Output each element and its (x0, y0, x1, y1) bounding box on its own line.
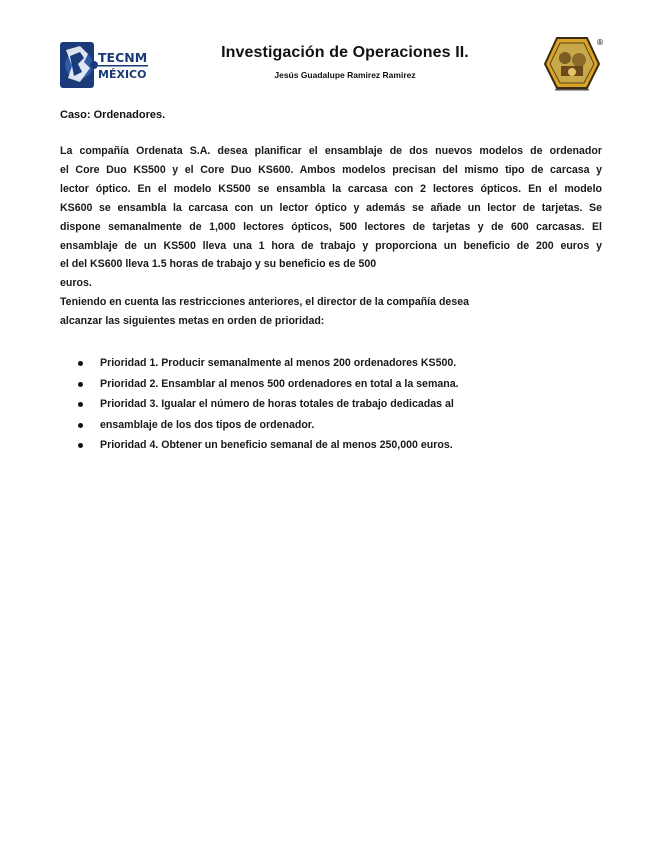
institution-seal (541, 36, 603, 92)
paragraph-line: La compañía Ordenata S.A. desea planificar el ensamblaje de dos nuevos modelos de ordenador (60, 145, 602, 157)
logo-text-tecnm: TECNM (98, 50, 148, 65)
logo-text-mexico: MÉXICO (98, 68, 147, 81)
goal-text: Prioridad 4. Obtener un beneficio semanal de al menos 250,000 euros. (100, 439, 453, 452)
paragraph-line: Teniendo en cuenta las restricciones anteriores, el director de la compañía desea (60, 296, 469, 309)
bullet-icon (78, 423, 83, 428)
case-heading: Caso: Ordenadores. (60, 109, 166, 121)
seal-emblem-icon (541, 36, 603, 92)
goal-text: Prioridad 1. Producir semanalmente al menos 200 ordenadores KS500. (100, 357, 457, 369)
goal-text: ensamblaje de los dos tipos de ordenador. (100, 418, 315, 431)
list-item (76, 435, 596, 456)
paragraph-line: ensamblaje de un KS500 lleva una 1 hora de trabajo y proporciona un beneficio de 200 euros y (60, 239, 602, 252)
tecnm-logo (58, 38, 150, 92)
paragraph-line: alcanzar las siguientes metas en orden de prioridad: (60, 315, 325, 328)
bullet-icon (78, 443, 83, 448)
paragraph-line: KS600 se ensambla la carcasa con un lector óptico y además se añade un lector de tarjetas. Se (60, 201, 602, 214)
paragraph-line: el Core Duo KS500 y el Core Duo KS600. Ambos modelos precisan del mismo tipo de carcasa y (60, 163, 602, 176)
paragraph-line: lector óptico. En el modelo KS500 se ensambla la carcasa con 2 lectores ópticos. En el modelo (60, 182, 602, 195)
bullet-icon (78, 402, 83, 407)
list-item (76, 374, 596, 395)
list-item (76, 353, 596, 374)
paragraph-line: euros. (60, 277, 92, 290)
bullet-icon (78, 382, 83, 387)
paragraph-line: dispone semanalmente de 1,000 lectores ópticos, 500 lectores de tarjetas y de 600 carcasas. El (60, 220, 602, 233)
problem-statement (60, 142, 602, 331)
page-title: Investigación de Operaciones II. (221, 44, 469, 61)
goal-text: Prioridad 2. Ensamblar al menos 500 ordenadores en total a la semana. (100, 377, 459, 390)
bullet-icon (78, 361, 83, 366)
author-name: Jesús Guadalupe Ramirez Ramirez (274, 70, 416, 80)
goal-text: Prioridad 3. Igualar el número de horas totales de trabajo dedicadas al (100, 398, 454, 411)
list-item (76, 394, 596, 415)
tecnm-emblem-icon (58, 38, 150, 92)
paragraph-line: el del KS600 lleva 1.5 horas de trabajo y su beneficio es de 500 (60, 258, 377, 271)
priority-goals-list (76, 353, 596, 456)
registered-mark: ® (596, 38, 604, 47)
list-item (76, 415, 596, 436)
